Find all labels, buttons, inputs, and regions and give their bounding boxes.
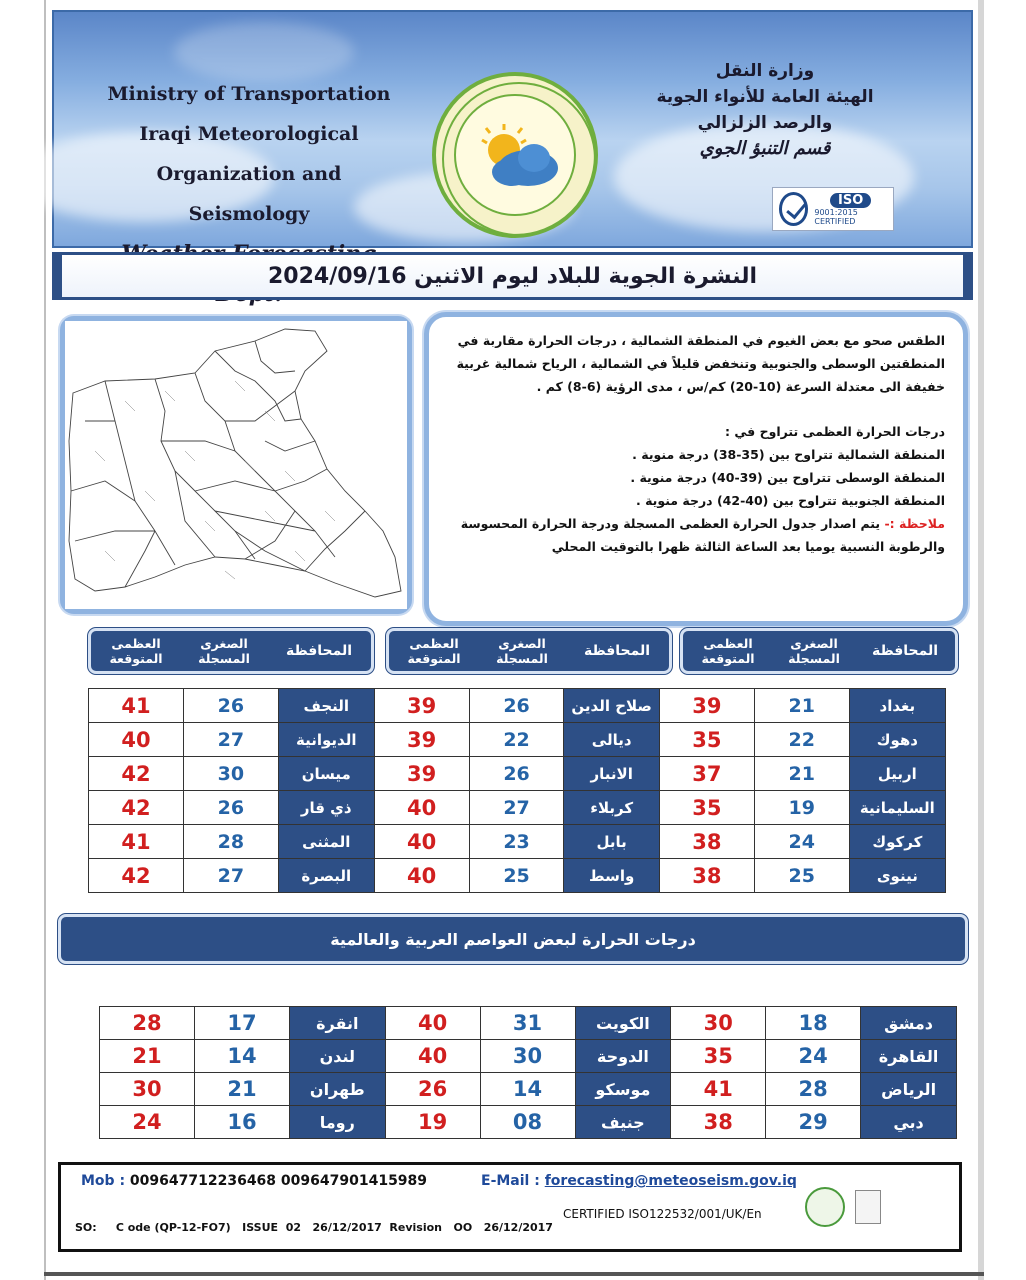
iraq-map (60, 316, 412, 614)
city-name: موسكو (575, 1073, 671, 1106)
header-max: العظمى المتوقعة (407, 636, 461, 666)
city-name: انقرة (289, 1007, 385, 1040)
min-temp: 14 (194, 1040, 289, 1073)
min-temp: 31 (480, 1007, 575, 1040)
max-temp: 42 (89, 791, 184, 825)
max-temp: 39 (374, 723, 469, 757)
min-temp: 28 (183, 825, 278, 859)
header-province: المحافظة (871, 642, 939, 659)
min-temp: 26 (469, 757, 564, 791)
max-temp-heading: درجات الحرارة العظمى تتراوح في : (725, 424, 945, 439)
max-temp: 40 (385, 1007, 480, 1040)
city-name: الدوحة (575, 1040, 671, 1073)
column-header-group (88, 628, 374, 674)
max-temp: 38 (659, 825, 754, 859)
max-temp: 40 (374, 825, 469, 859)
min-temp: 30 (183, 757, 278, 791)
certification-text: CERTIFIED ISO122532/001/UK/En (563, 1207, 762, 1221)
province-row (89, 723, 946, 757)
max-temp: 38 (671, 1106, 766, 1139)
province-name: ميسان (278, 757, 374, 791)
max-temp: 35 (659, 723, 754, 757)
province-name: نينوى (849, 859, 945, 893)
min-temp: 22 (754, 723, 849, 757)
header-province: المحافظة (285, 642, 353, 659)
column-header-group (680, 628, 958, 674)
north-region-range: المنطقة الشمالية تتراوح بين (35-38) درجة منوية . (632, 447, 945, 462)
province-name: بغداد (849, 689, 945, 723)
province-name: السليمانية (849, 791, 945, 825)
min-temp: 14 (480, 1073, 575, 1106)
bulletin-title-bar (52, 252, 973, 300)
bulletin-title: النشرة الجوية للبلاد ليوم الاثنين 2024/09/16 (267, 263, 758, 289)
min-temp: 21 (194, 1073, 289, 1106)
min-temp: 26 (469, 689, 564, 723)
max-temp: 37 (659, 757, 754, 791)
organization-line: Iraqi Meteorological (139, 123, 359, 145)
min-temp: 30 (480, 1040, 575, 1073)
capital-row (100, 1106, 957, 1139)
note-text: يتم اصدار جدول الحرارة العظمى المسجلة ودرجة الحرارة المحسوسة والرطوبة النسبية يوميا بعد الساعة الثالثة ظهرا بالتوقيت المحلي (460, 516, 945, 554)
footer (58, 1162, 962, 1252)
email (481, 1173, 797, 1189)
min-temp: 19 (754, 791, 849, 825)
check-icon (779, 192, 808, 226)
min-temp: 27 (183, 859, 278, 893)
province-name: كربلاء (564, 791, 659, 825)
min-temp: 08 (480, 1106, 575, 1139)
header-banner (52, 10, 973, 248)
min-temp: 18 (766, 1007, 861, 1040)
ministry-name-arabic (625, 58, 905, 162)
column-header-group (386, 628, 672, 674)
logo-emblem (454, 94, 576, 216)
province-row (89, 859, 946, 893)
province-row (89, 689, 946, 723)
south-region-range: المنطقة الجنوبية تتراوح بين (40-42) درجة منوية . (635, 493, 945, 508)
max-temp: 30 (100, 1073, 195, 1106)
max-temp: 40 (374, 791, 469, 825)
city-name: دبي (861, 1106, 957, 1139)
capital-row (100, 1007, 957, 1040)
forecast-summary: الطقس صحو مع بعض الغيوم في المنطقة الشمالية ، درجات الحرارة مقاربة في المنطقتين الوسطى والجنوبية وتنخفض قليلاً في الشمالية ، الرياح شمالية غربية خفيفة الى معتدلة السرعة (10-20) كم/س ، مدى الرؤية (6-8) كم . (456, 333, 945, 394)
city-name: دمشق (861, 1007, 957, 1040)
middle-region-range: المنطقة الوسطى تتراوح بين (39-40) درجة منوية . (630, 470, 945, 485)
min-temp: 25 (754, 859, 849, 893)
max-temp: 35 (659, 791, 754, 825)
max-temp: 38 (659, 859, 754, 893)
forecast-note (447, 512, 945, 558)
max-temp: 30 (671, 1007, 766, 1040)
max-temp: 28 (100, 1007, 195, 1040)
iso-subtitle: 9001:2015 CERTIFIED (814, 207, 858, 226)
max-temp: 35 (671, 1040, 766, 1073)
min-temp: 21 (754, 689, 849, 723)
max-temp: 41 (671, 1073, 766, 1106)
province-row (89, 825, 946, 859)
province-temperature-table (88, 688, 946, 893)
province-name: واسط (564, 859, 659, 893)
max-temp: 40 (374, 859, 469, 893)
header-province: المحافظة (583, 642, 651, 659)
sun-cloud-icon (456, 96, 578, 218)
ministry-line: Ministry of Transportation (107, 83, 391, 105)
max-temp: 21 (100, 1040, 195, 1073)
organization-line-2: Organization and Seismology (156, 163, 342, 225)
city-name: روما (289, 1106, 385, 1139)
max-temp: 39 (374, 757, 469, 791)
max-temp: 40 (385, 1040, 480, 1073)
mobile-numbers (81, 1173, 427, 1189)
min-temp: 28 (766, 1073, 861, 1106)
province-row (89, 791, 946, 825)
iraq-map-outline (65, 321, 407, 609)
max-temp: 39 (659, 689, 754, 723)
note-label: ملاحظة :- (884, 516, 945, 531)
iso-badge (772, 187, 894, 231)
min-temp: 27 (469, 791, 564, 825)
max-temp: 41 (89, 689, 184, 723)
capitals-title: درجات الحرارة لبعض العواصم العربية والعالمية (330, 929, 696, 949)
header-max: العظمى المتوقعة (109, 636, 163, 666)
min-temp: 23 (469, 825, 564, 859)
city-name: جنيف (575, 1106, 671, 1139)
frame-right-line (978, 0, 984, 1280)
min-temp: 21 (754, 757, 849, 791)
province-name: الديوانية (278, 723, 374, 757)
province-name: ذي قار (278, 791, 374, 825)
header-min: الصغرى المسجلة (788, 636, 840, 666)
province-name: اربيل (849, 757, 945, 791)
province-name: بابل (564, 825, 659, 859)
max-temp: 26 (385, 1073, 480, 1106)
mobile-value: 009647712236468 009647901415989 (125, 1173, 428, 1189)
city-name: الرياض (861, 1073, 957, 1106)
province-name: دهوك (849, 723, 945, 757)
city-name: طهران (289, 1073, 385, 1106)
ministry-line-ar: وزارة النقل (715, 61, 815, 81)
forecast-text-box (424, 312, 968, 626)
province-name: البصرة (278, 859, 374, 893)
header-max: العظمى المتوقعة (701, 636, 755, 666)
capital-row (100, 1073, 957, 1106)
organization-line-ar: الهيئة العامة للأنواء الجوية (656, 87, 874, 107)
capitals-title-bar (58, 914, 968, 964)
min-temp: 26 (183, 689, 278, 723)
mobile-label: Mob : (81, 1173, 126, 1189)
province-name: ديالى (564, 723, 659, 757)
iso-title: ISO (830, 193, 871, 208)
certification-seal-icon (805, 1187, 845, 1227)
province-name: صلاح الدين (564, 689, 659, 723)
min-temp: 22 (469, 723, 564, 757)
email-link[interactable]: forecasting@meteoseism.gov.iq (544, 1173, 797, 1189)
province-name: النجف (278, 689, 374, 723)
max-temp: 40 (89, 723, 184, 757)
email-label: E-Mail : (481, 1173, 540, 1189)
province-name: الانبار (564, 757, 659, 791)
footer-logos (805, 1187, 947, 1227)
accreditation-logo-icon (855, 1190, 881, 1224)
city-name: لندن (289, 1040, 385, 1073)
min-temp: 16 (194, 1106, 289, 1139)
province-row (89, 757, 946, 791)
city-name: الكويت (575, 1007, 671, 1040)
max-temp: 39 (374, 689, 469, 723)
max-temp: 42 (89, 757, 184, 791)
document-code-line: SO: C ode (QP-12-FO7) ISSUE 02 26/12/2017 Revision OO 26/12/2017 (75, 1221, 553, 1234)
organization-logo (432, 72, 598, 238)
frame-bottom-line (44, 1272, 984, 1276)
min-temp: 17 (194, 1007, 289, 1040)
capital-row (100, 1040, 957, 1073)
max-temp: 41 (89, 825, 184, 859)
organization-line-ar-2: والرصد الزلزالي (697, 113, 833, 133)
department-name-ar: قسم التنبؤ الجوي (699, 138, 831, 159)
header-min: الصغرى المسجلة (198, 636, 250, 666)
min-temp: 24 (754, 825, 849, 859)
header-min: الصغرى المسجلة (496, 636, 548, 666)
min-temp: 24 (766, 1040, 861, 1073)
min-temp: 26 (183, 791, 278, 825)
province-name: المثنى (278, 825, 374, 859)
max-temp: 24 (100, 1106, 195, 1139)
min-temp: 27 (183, 723, 278, 757)
max-temp: 42 (89, 859, 184, 893)
min-temp: 25 (469, 859, 564, 893)
capitals-temperature-table (99, 1006, 957, 1139)
province-name: كركوك (849, 825, 945, 859)
max-temp: 19 (385, 1106, 480, 1139)
min-temp: 29 (766, 1106, 861, 1139)
city-name: القاهرة (861, 1040, 957, 1073)
